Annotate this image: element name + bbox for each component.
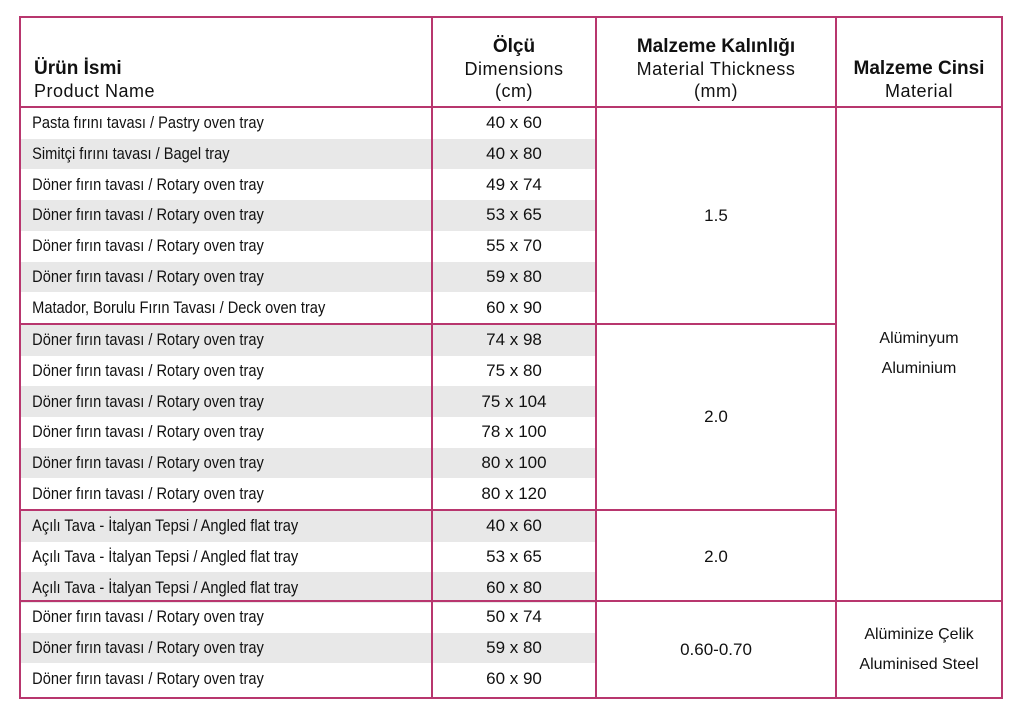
product-name-cell: Açılı Tava - İtalyan Tepsi / Angled flat tray	[32, 547, 299, 567]
product-name-cell: Matador, Borulu Fırın Tavası / Deck oven tray	[32, 297, 326, 317]
dimension-cell: 74 x 98	[486, 330, 542, 350]
header-product-tr: Ürün İsmi	[34, 58, 122, 79]
table-row	[21, 108, 595, 139]
product-name-cell: Döner fırın tavası / Rotary oven tray	[32, 638, 264, 658]
header-product-name	[34, 18, 424, 108]
product-name-cell: Açılı Tava - İtalyan Tepsi / Angled flat tray	[32, 516, 299, 536]
dimension-cell: 55 x 70	[486, 236, 542, 256]
header-thk-tr: Malzeme Kalınlığı	[636, 36, 796, 57]
material-aluminium-tr: Alüminyum	[879, 330, 959, 347]
dimension-cell: 49 x 74	[486, 174, 542, 194]
header-thk-unit: (mm)	[694, 81, 738, 101]
material-aluminium	[837, 108, 1001, 600]
product-name-cell: Döner fırın tavası / Rotary oven tray	[32, 236, 264, 256]
table-row	[21, 602, 595, 633]
header-mat-en: Material	[884, 81, 954, 101]
table-row	[21, 262, 595, 293]
dimension-cell: 60 x 90	[486, 668, 542, 688]
dimension-cell: 75 x 104	[481, 391, 547, 411]
product-name-cell: Açılı Tava - İtalyan Tepsi / Angled flat tray	[32, 577, 299, 597]
header-dimensions	[433, 18, 595, 108]
product-name-cell: Döner fırın tavası / Rotary oven tray	[32, 668, 264, 688]
thickness-group-2: 2.0	[704, 407, 728, 426]
product-name-cell: Döner fırın tavası / Rotary oven tray	[32, 483, 264, 503]
product-name-cell: Pasta fırını tavası / Pastry oven tray	[32, 113, 264, 133]
dimension-cell: 40 x 80	[486, 144, 542, 164]
dimension-cell: 59 x 80	[486, 638, 542, 658]
divider-horizontal	[21, 106, 1001, 108]
material-steel	[837, 602, 1001, 697]
dimension-cell: 78 x 100	[481, 422, 547, 442]
table-row	[21, 417, 595, 448]
header-product-en: Product Name	[34, 81, 156, 101]
material-steel-tr: Alüminize Çelik	[864, 625, 974, 643]
header-thickness	[597, 18, 835, 108]
divider-horizontal	[21, 600, 1001, 602]
table-row	[21, 356, 595, 387]
product-name-cell: Döner fırın tavası / Rotary oven tray	[32, 174, 264, 194]
divider-vertical	[835, 18, 837, 697]
table-row	[21, 386, 595, 417]
table-row	[21, 169, 595, 200]
product-name-cell: Simitçi fırını tavası / Bagel tray	[32, 144, 230, 164]
product-name-cell: Döner fırın tavası / Rotary oven tray	[32, 361, 264, 381]
table-row	[21, 663, 595, 694]
header-dim-unit: (cm)	[495, 81, 533, 101]
divider-horizontal	[21, 509, 837, 511]
header-dim-en: Dimensions	[464, 59, 564, 79]
table-row	[21, 633, 595, 664]
table-row	[21, 231, 595, 262]
table-row	[21, 448, 595, 479]
table-row	[21, 572, 595, 603]
divider-horizontal	[21, 323, 837, 325]
table-row	[21, 325, 595, 356]
dimension-cell: 40 x 60	[486, 113, 542, 133]
product-name-cell: Döner fırın tavası / Rotary oven tray	[32, 607, 264, 627]
table-row	[21, 511, 595, 542]
dimension-cell: 53 x 65	[486, 547, 542, 567]
product-name-cell: Döner fırın tavası / Rotary oven tray	[32, 330, 264, 350]
dimension-cell: 50 x 74	[486, 607, 542, 627]
dimension-cell: 60 x 90	[486, 297, 542, 317]
product-name-cell: Döner fırın tavası / Rotary oven tray	[32, 422, 264, 442]
table-row	[21, 200, 595, 231]
header-thk-en: Material Thickness	[636, 59, 796, 79]
product-name-cell: Döner fırın tavası / Rotary oven tray	[32, 391, 264, 411]
thickness-group-1: 1.5	[704, 205, 728, 225]
thickness-group-4: 0.60-0.70	[680, 639, 752, 659]
thickness-group-3: 2.0	[704, 546, 728, 566]
product-name-cell: Döner fırın tavası / Rotary oven tray	[32, 453, 264, 473]
header-material	[837, 18, 1001, 108]
divider-vertical	[431, 18, 433, 697]
header-mat-tr: Malzeme Cinsi	[853, 58, 985, 79]
material-aluminium-en: Aluminium	[881, 360, 957, 377]
dimension-cell: 40 x 60	[486, 516, 542, 536]
material-steel-en: Aluminised Steel	[859, 655, 979, 673]
header-dim-tr: Ölçü	[492, 36, 536, 57]
table-row	[21, 479, 595, 510]
dimension-cell: 53 x 65	[486, 205, 542, 225]
table-row	[21, 542, 595, 573]
dimension-cell: 80 x 100	[481, 453, 547, 473]
dimension-cell: 75 x 80	[486, 361, 542, 381]
product-table	[19, 16, 1003, 699]
dimension-cell: 60 x 80	[486, 577, 542, 597]
dimension-cell: 59 x 80	[486, 266, 542, 286]
table-row	[21, 292, 595, 323]
product-name-cell: Döner fırın tavası / Rotary oven tray	[32, 266, 264, 286]
product-name-cell: Döner fırın tavası / Rotary oven tray	[32, 205, 264, 225]
table-row	[21, 139, 595, 170]
dimension-cell: 80 x 120	[481, 483, 547, 503]
divider-vertical	[595, 18, 597, 697]
